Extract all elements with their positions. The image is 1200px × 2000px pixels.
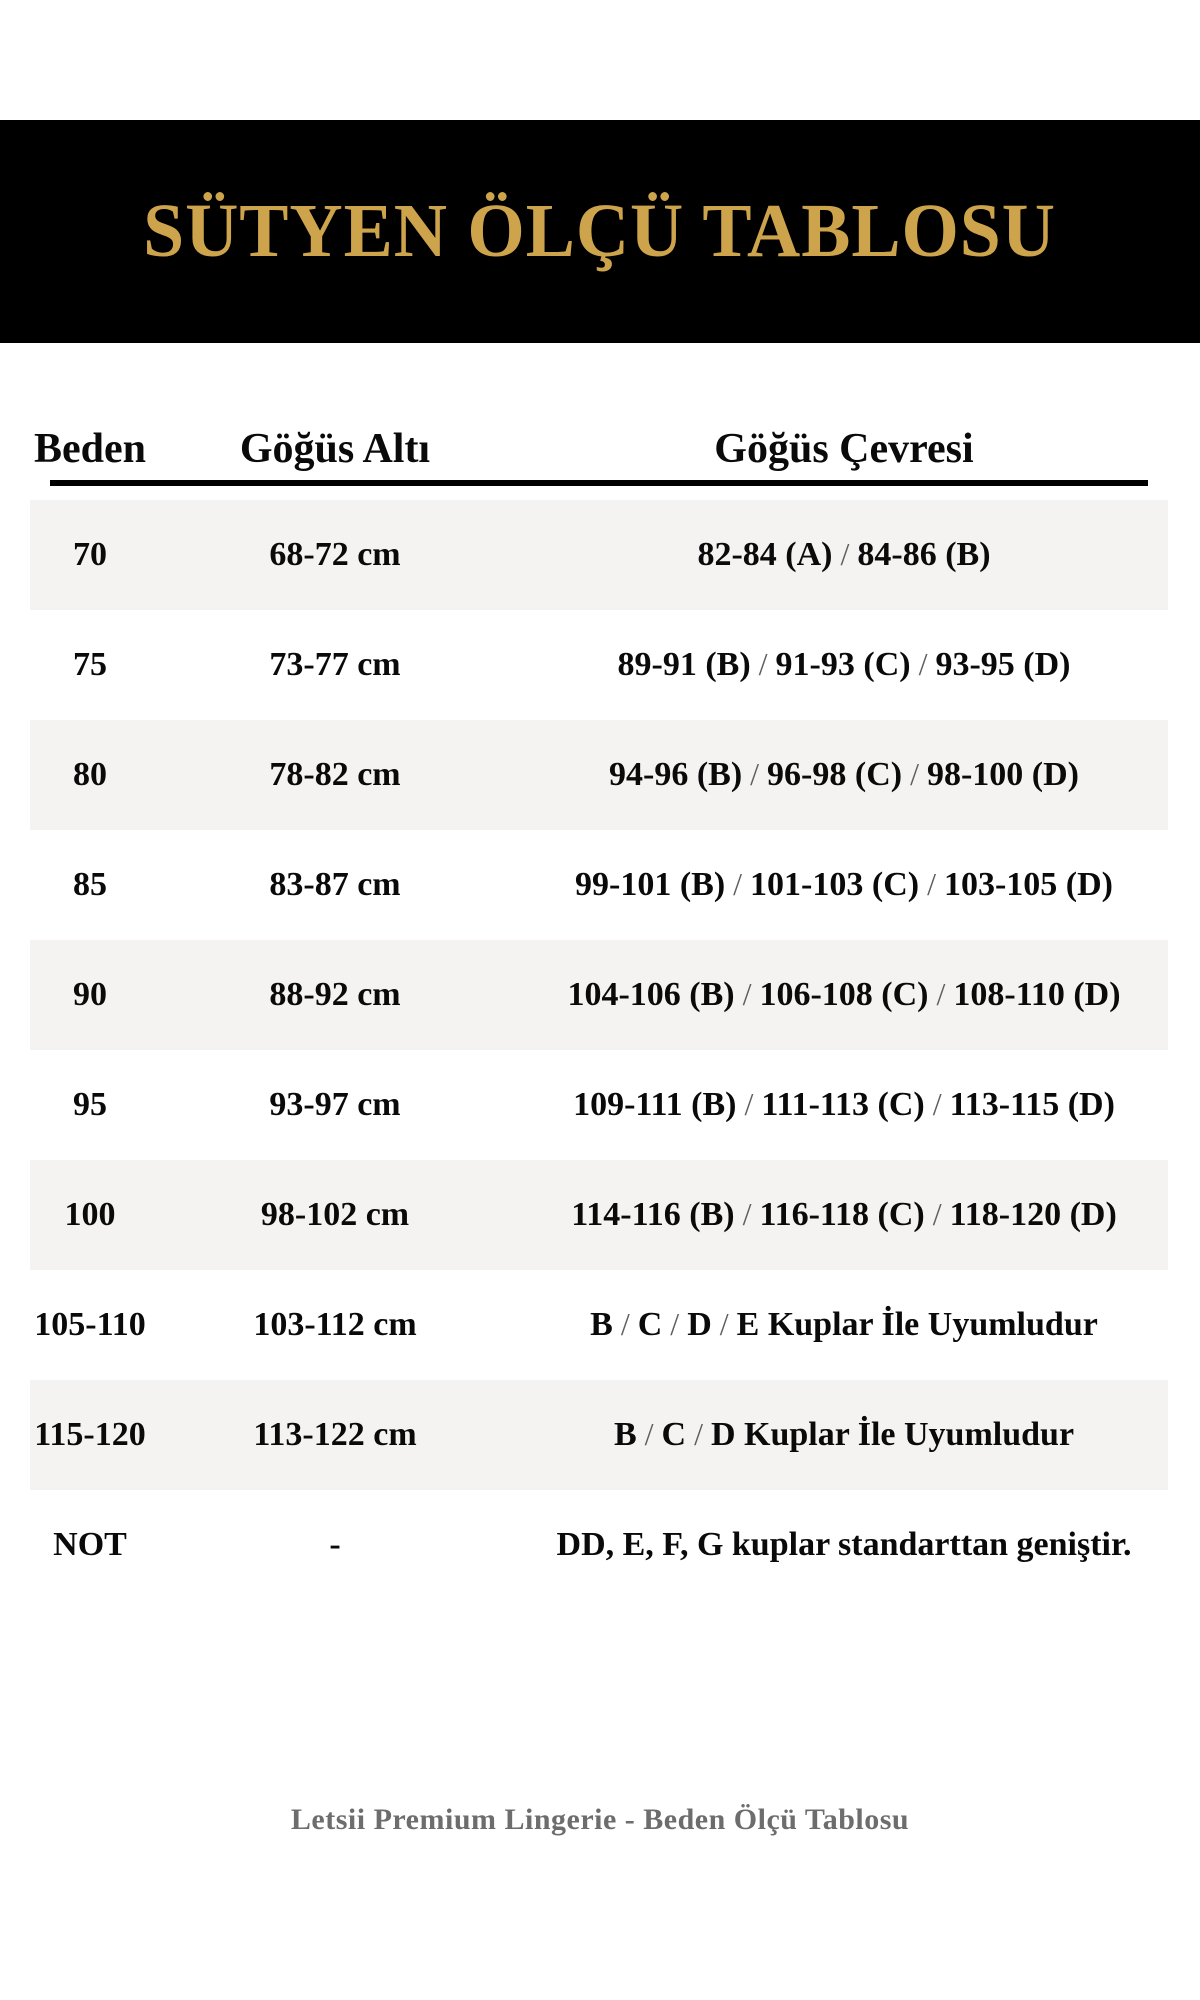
cell-gogus-alti: - (329, 1526, 341, 1563)
slash-separator: / (932, 1086, 942, 1122)
table-body (30, 500, 1168, 1600)
page-title: SÜTYEN ÖLÇÜ TABLOSU (143, 189, 1057, 273)
measurement-value: E Kuplar İle Uyumludur (736, 1306, 1098, 1343)
measurement-value: 101-103 (C) (750, 866, 920, 903)
column-header-gogus-alti: Göğüs Altı (239, 426, 431, 472)
table-row (30, 1160, 1168, 1270)
table-row (30, 1380, 1168, 1490)
table-row (30, 830, 1168, 940)
cell-gogus-cevresi (520, 648, 1168, 682)
slash-separator: / (918, 646, 928, 682)
size-table (30, 428, 1168, 1600)
slash-separator: / (932, 1196, 942, 1232)
measurement-value: D Kuplar İle Uyumludur (710, 1416, 1075, 1453)
cell-beden: 95 (73, 1086, 107, 1123)
measurement-value: 91-93 (C) (775, 646, 911, 683)
table-row (30, 500, 1168, 610)
cell-gogus-cevresi (520, 758, 1168, 792)
measurement-value: C (637, 1306, 663, 1343)
cell-gogus-cevresi (520, 1418, 1168, 1452)
measurement-value: 89-91 (B) (617, 646, 751, 683)
measurement-value: D (687, 1306, 712, 1343)
slash-separator: / (733, 866, 743, 902)
cell-beden: NOT (53, 1526, 127, 1563)
cell-gogus-cevresi (520, 538, 1168, 572)
table-row (30, 1270, 1168, 1380)
measurement-value: 96-98 (C) (767, 756, 903, 793)
measurement-value: 106-108 (C) (759, 976, 929, 1013)
cell-gogus-alti: 113-122 cm (253, 1416, 417, 1453)
cell-gogus-cevresi (520, 1528, 1168, 1562)
cell-gogus-cevresi (520, 1198, 1168, 1232)
slash-separator: / (910, 756, 919, 792)
measurement-value: 93-95 (D) (935, 646, 1071, 683)
measurement-value: DD, E, F, G kuplar standarttan geniştir. (556, 1526, 1132, 1563)
slash-separator: / (758, 646, 768, 682)
slash-separator: / (927, 866, 936, 902)
cell-gogus-cevresi (520, 1088, 1168, 1122)
measurement-value: 104-106 (B) (567, 976, 735, 1013)
cell-beden: 85 (73, 866, 107, 903)
slash-separator: / (744, 1086, 754, 1122)
measurement-value: 108-110 (D) (953, 976, 1121, 1013)
measurement-value: 113-115 (D) (949, 1086, 1115, 1123)
cell-gogus-alti: 68-72 cm (269, 536, 401, 573)
cell-gogus-alti: 83-87 cm (269, 866, 401, 903)
cell-gogus-alti: 88-92 cm (269, 976, 401, 1013)
measurement-value: B (590, 1306, 613, 1343)
header-underline (50, 480, 1148, 486)
measurement-value: 98-100 (D) (926, 756, 1079, 793)
measurement-value: 82-84 (A) (697, 536, 833, 573)
footer-caption: Letsii Premium Lingerie - Beden Ölçü Tablosu (290, 1803, 910, 1836)
slash-separator: / (620, 1306, 630, 1342)
slash-separator: / (936, 976, 946, 1012)
measurement-value: 103-105 (D) (943, 866, 1113, 903)
cell-beden: 80 (73, 756, 107, 793)
table-row (30, 1490, 1168, 1600)
table-header-row (30, 428, 1168, 470)
table-row (30, 610, 1168, 720)
column-header-beden: Beden (33, 426, 146, 472)
slash-separator: / (750, 756, 760, 792)
cell-gogus-alti: 73-77 cm (269, 646, 401, 683)
cell-gogus-alti: 93-97 cm (269, 1086, 401, 1123)
cell-gogus-alti: 78-82 cm (269, 756, 401, 793)
cell-gogus-cevresi (520, 1308, 1168, 1342)
cell-beden: 70 (73, 536, 107, 573)
cell-gogus-cevresi (520, 978, 1168, 1012)
slash-separator: / (840, 536, 850, 572)
cell-beden: 75 (73, 646, 107, 683)
measurement-value: C (661, 1416, 687, 1453)
measurement-value: B (613, 1416, 637, 1453)
cell-beden: 90 (73, 976, 107, 1013)
measurement-value: 118-120 (D) (949, 1196, 1117, 1233)
column-header-gogus-cevresi: Göğüs Çevresi (714, 426, 974, 472)
measurement-value: 114-116 (B) (571, 1196, 735, 1233)
slash-separator: / (694, 1416, 703, 1452)
measurement-value: 116-118 (C) (759, 1196, 925, 1233)
cell-gogus-alti: 98-102 cm (260, 1196, 410, 1233)
title-band (0, 120, 1200, 343)
slash-separator: / (644, 1416, 654, 1452)
cell-gogus-cevresi (520, 868, 1168, 902)
measurement-value: 99-101 (B) (575, 866, 726, 903)
slash-separator: / (742, 1196, 752, 1232)
cell-beden: 115-120 (34, 1416, 146, 1453)
measurement-value: 84-86 (B) (857, 536, 991, 573)
slash-separator: / (670, 1306, 680, 1342)
table-row (30, 1050, 1168, 1160)
table-row (30, 720, 1168, 830)
cell-gogus-alti: 103-112 cm (253, 1306, 417, 1343)
cell-beden: 100 (64, 1196, 116, 1233)
slash-separator: / (742, 976, 752, 1012)
slash-separator: / (719, 1306, 729, 1342)
measurement-value: 111-113 (C) (761, 1086, 925, 1123)
measurement-value: 94-96 (B) (609, 756, 743, 793)
cell-beden: 105-110 (34, 1306, 146, 1343)
table-row (30, 940, 1168, 1050)
measurement-value: 109-111 (B) (573, 1086, 737, 1123)
